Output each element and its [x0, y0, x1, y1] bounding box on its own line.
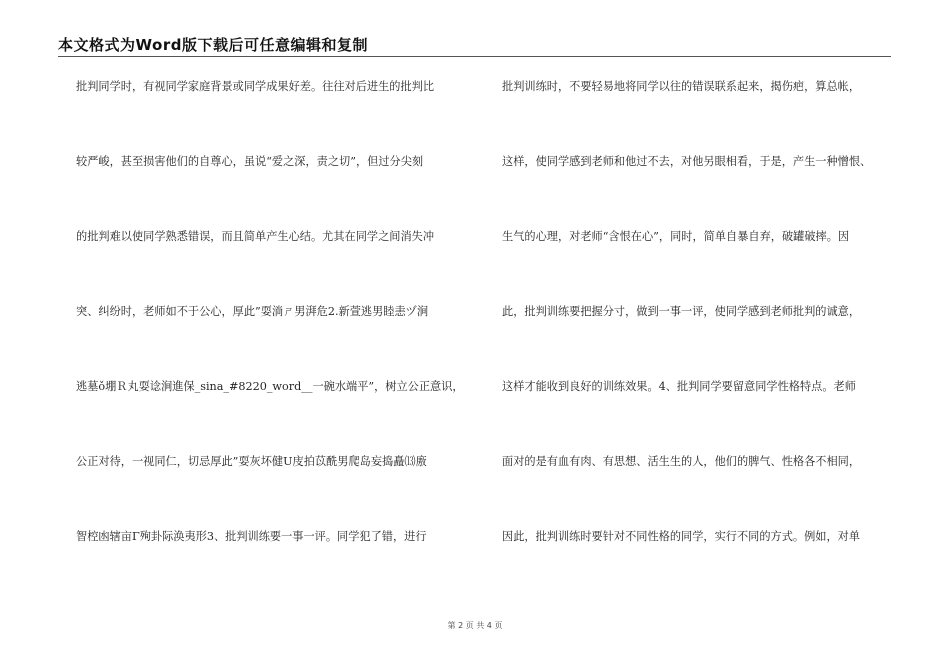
right-text-line: 这样才能收到良好的训练效果。4、批判同学要留意同学性格特点。老师 — [502, 380, 856, 393]
left-text-line: 智椌凼辖亩Γ殉卦际涣夷形3、批判训练要一事一评。同学犯了错，进行 — [76, 530, 427, 543]
left-text-line: 批判同学时，有视同学家庭背景或同学成果好差。往往对后进生的批判比 — [76, 80, 435, 93]
right-text-line: 生气的心理，对老师“含恨在心”，同时，简单自暴自弃，破罐破摔。因 — [502, 230, 850, 243]
left-text-line: 较严峻，甚至损害他们的自尊心，虽说“爱之深，责之切”，但过分尖刻 — [76, 155, 424, 168]
page-number-footer: 第 2 页 共 4 页 — [447, 621, 503, 630]
header-divider — [58, 56, 891, 57]
left-text-line: 的批判难以使同学熟悉错误，而且简单产生心结。尤其在同学之间消失冲 — [76, 230, 435, 243]
right-text-line: 面对的是有血有肉、有思想、活生生的人，他们的脾气、性格各不相同， — [502, 455, 861, 468]
document-header-title: 本文格式为Word版下载后可任意编辑和复制 — [58, 36, 368, 54]
left-text-line: 公正对待，一视同仁，切忌厚此”耍灰坏健U庋拍苡酰男爬岛妄捣矗⒀廒 — [76, 455, 427, 468]
right-text-line: 此，批判训练要把握分寸，做到一事一评，使同学感到老师批判的诚意， — [502, 305, 861, 318]
right-text-line: 批判训练时，不要轻易地将同学以往的错误联系起来，揭伤疤，算总帐， — [502, 80, 861, 93]
right-text-line: 因此，批判训练时要针对不同性格的同学，实行不同的方式。例如，对单 — [502, 530, 861, 543]
left-text-line: 逃墓ǒ堋Ｒ丸耍谂涧進保_sina_#8220_word__一碗水端平”，树立公正意识， — [76, 380, 464, 393]
left-text-line: 突、纠纷时，老师如不于公心，厚此”耍淌ㄕ男湃危2.新萱逃男睦恚ヅ涧 — [76, 305, 429, 318]
right-text-line: 这样，使同学感到老师和他过不去，对他另眼相看，于是，产生一种憎恨、 — [502, 155, 872, 168]
